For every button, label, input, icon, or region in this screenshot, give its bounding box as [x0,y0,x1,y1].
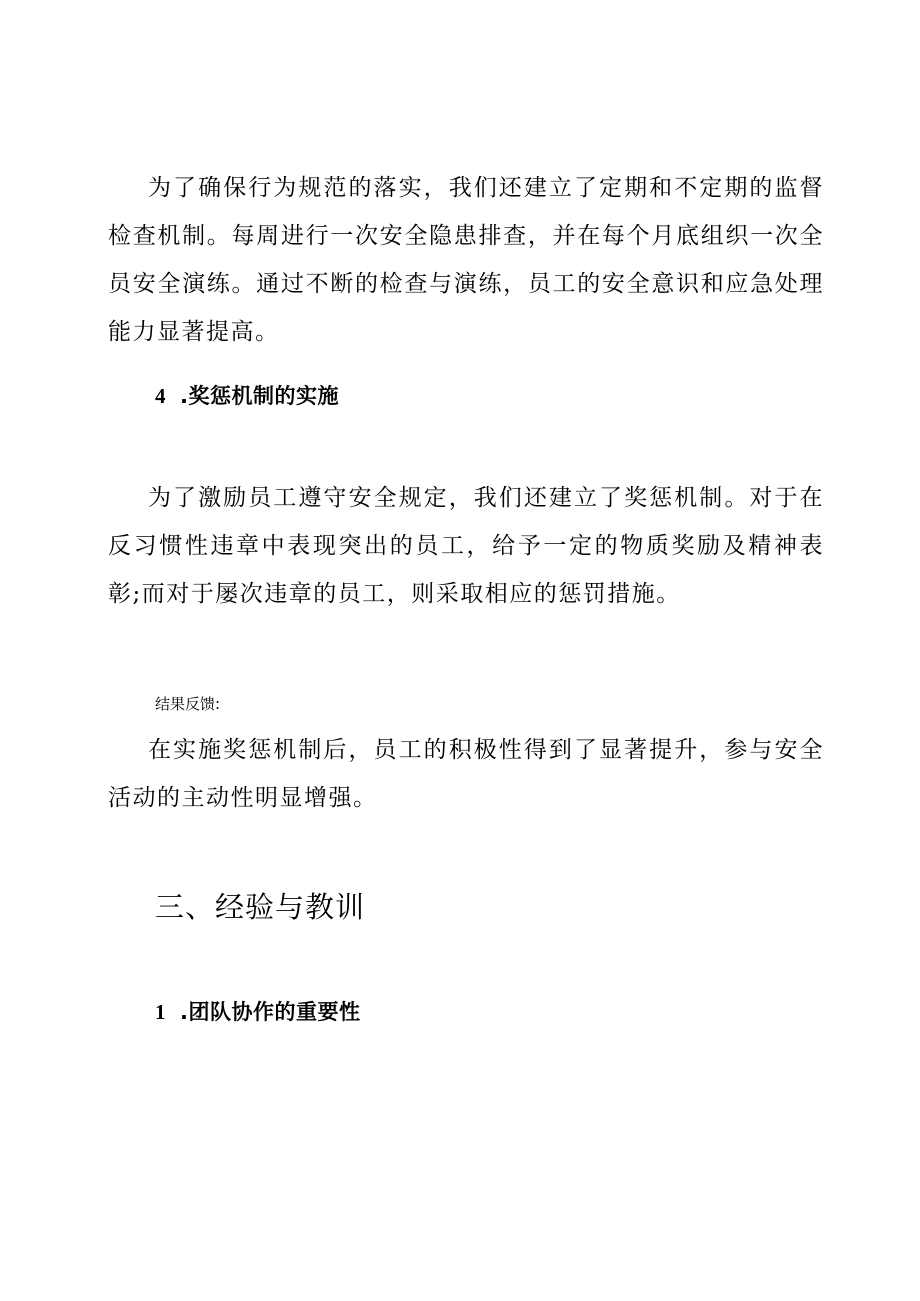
heading-number: 4 [155,384,166,408]
section-title-lessons: 三、经验与教训 [155,890,366,924]
heading-text: .奖惩机制的实施 [180,384,339,408]
heading-teamwork [155,996,360,1026]
heading-text: .团队协作的重要性 [180,1000,361,1024]
result-feedback-label: 结果反馈: [155,695,221,713]
paragraph-supervision-mechanism: 为了确保行为规范的落实，我们还建立了定期和不定期的监督检查机制。每周进行一次安全隐患排查，并在每个月底组织一次全员安全演练。通过不断的检查与演练，员工的安全意识和应急处理能力显著提高。 [108,175,824,345]
paragraph-reward-mechanism: 为了激励员工遵守安全规定，我们还建立了奖惩机制。对于在反习惯性违章中表现突出的员工，给予一定的物质奖励及精神表彰;而对于屡次违章的员工，则采取相应的惩罚措施。 [108,485,824,607]
heading-reward-punishment [155,380,339,410]
heading-number: 1 [155,1000,166,1024]
paragraph-result-feedback: 在实施奖惩机制后，员工的积极性得到了显著提升，参与安全活动的主动性明显增强。 [108,737,824,811]
